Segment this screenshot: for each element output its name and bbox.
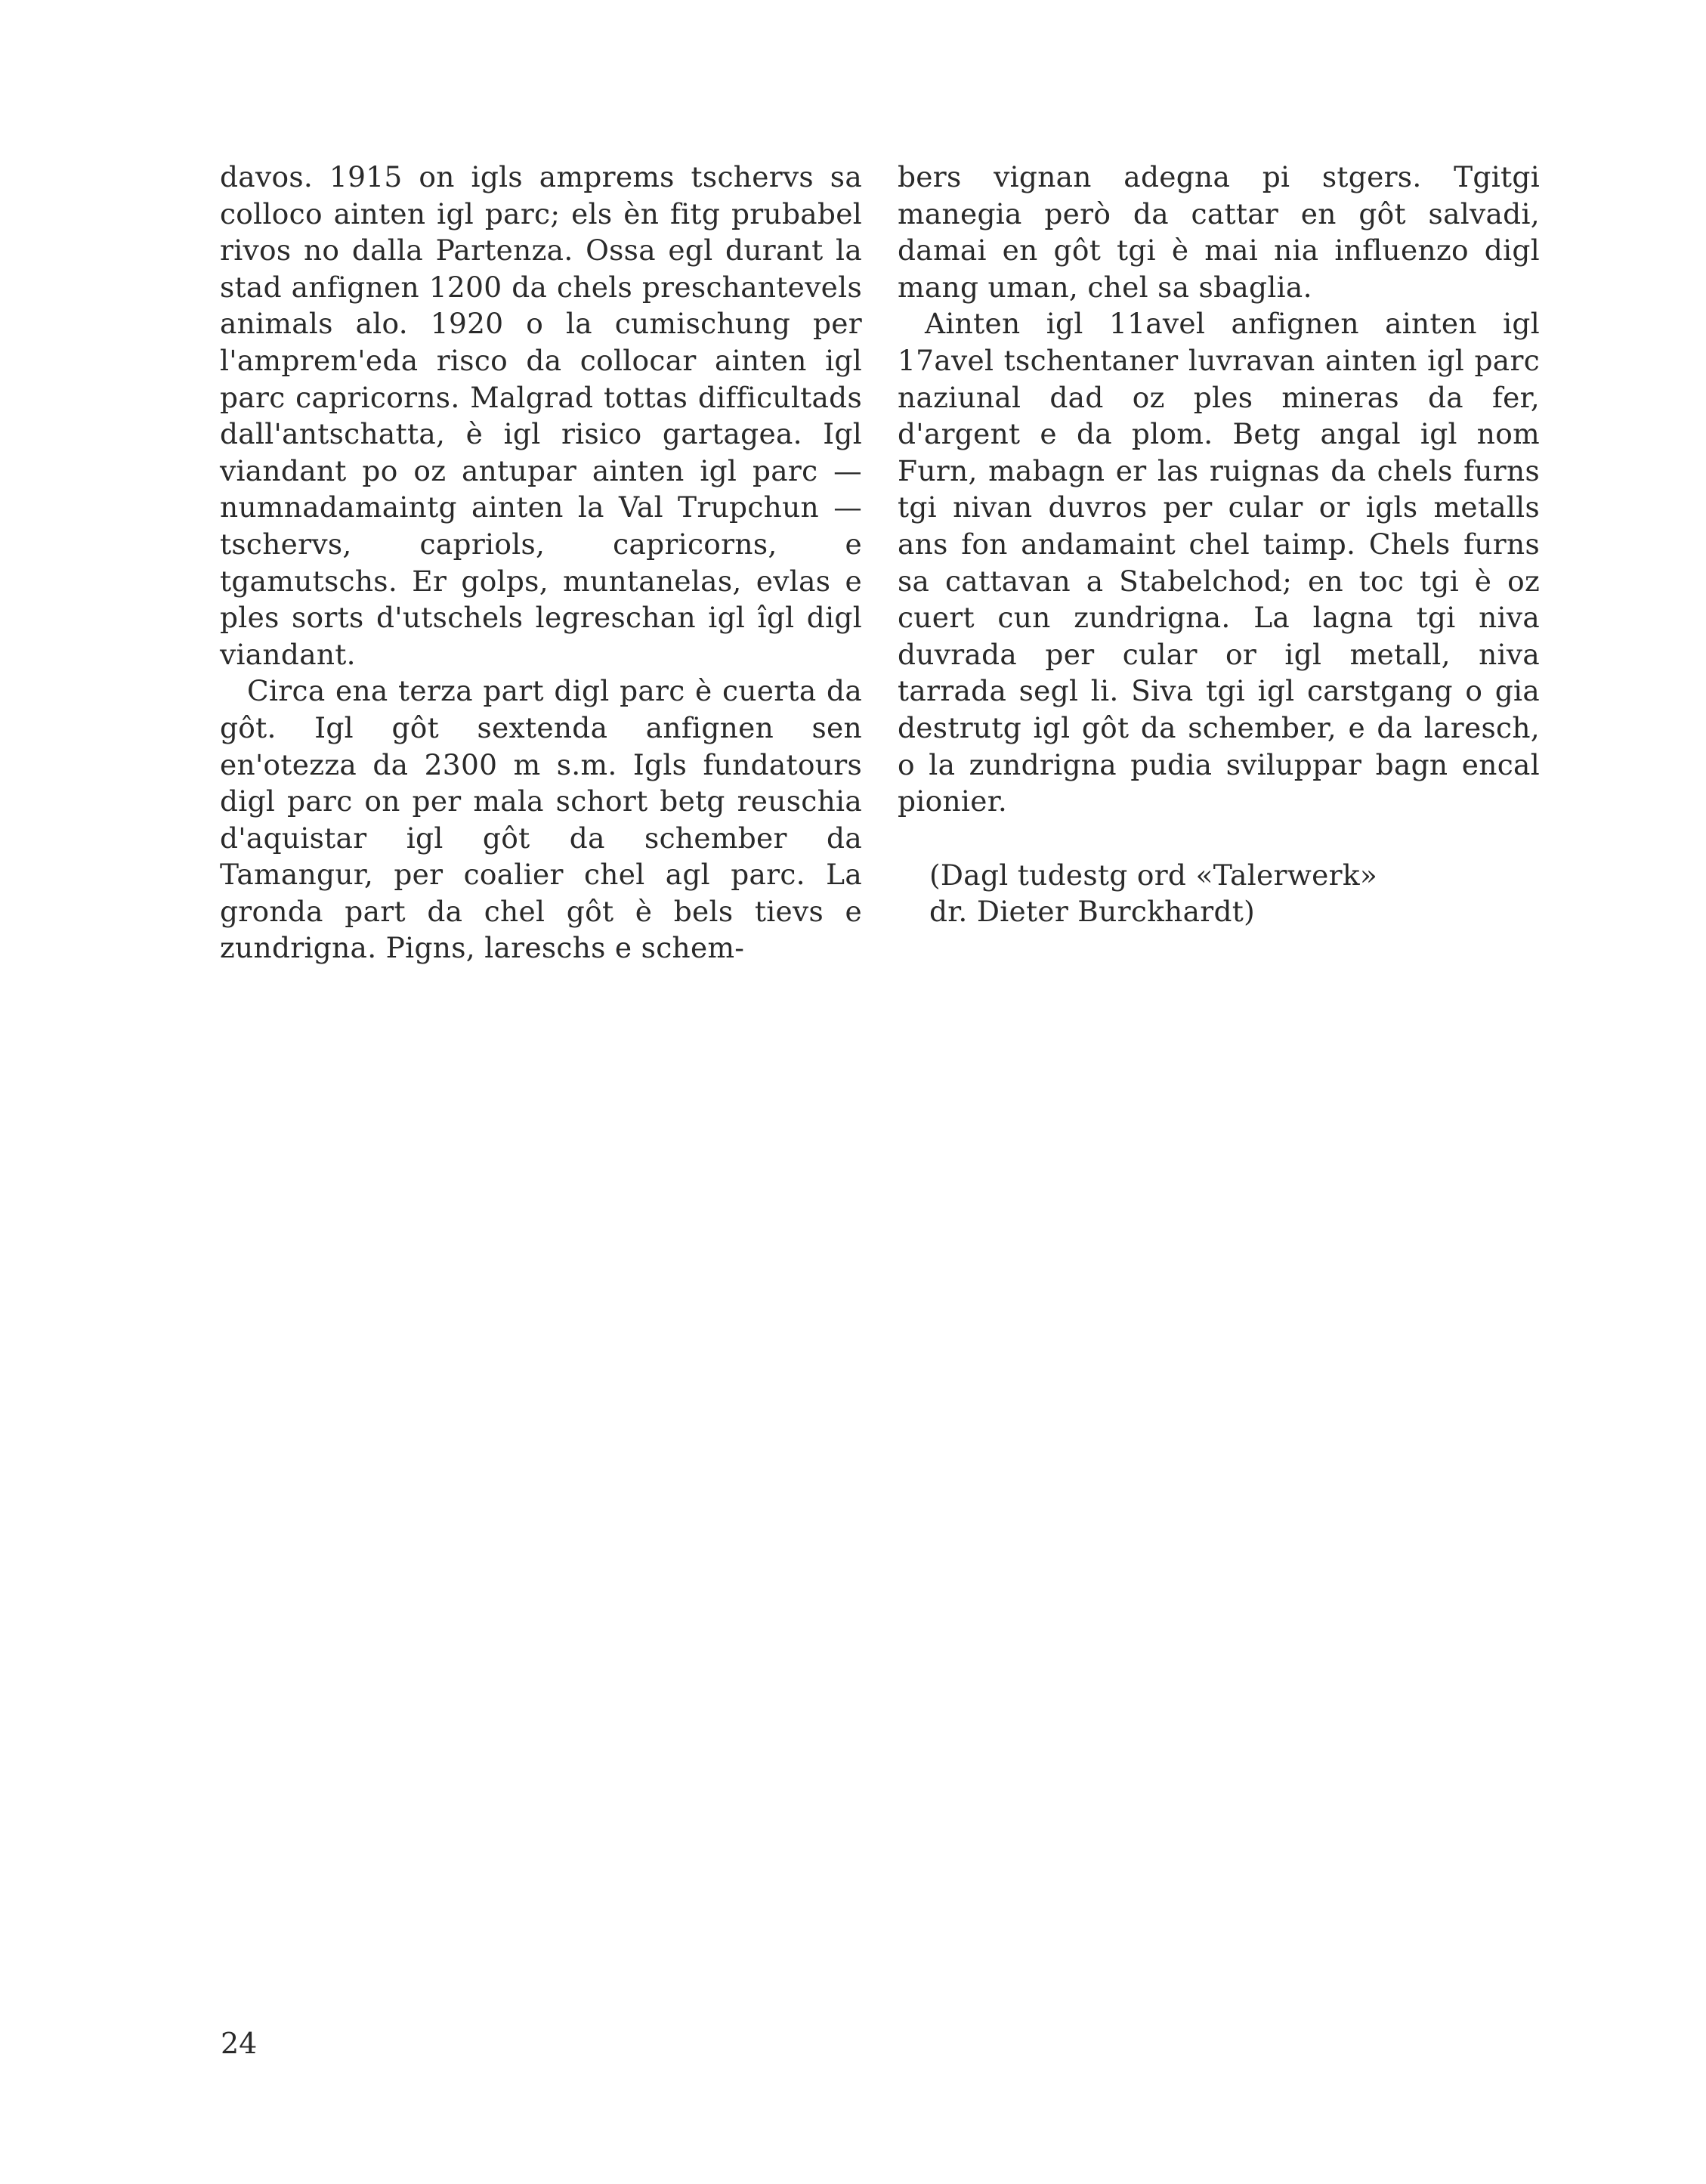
left-column: [220, 159, 862, 967]
page-number: 24: [221, 2027, 258, 2060]
source-author: dr. Dieter Burckhardt): [929, 895, 1256, 929]
source-line: (Dagl tudestg ord «Talerwerk»: [929, 858, 1378, 892]
source-attribution: [898, 857, 1540, 930]
paragraph: bers vignan adegna pi stgers. Tgitgi manegia però da cattar en gôt salvadi, damai en gôt tgi è mai nia influenzo digl mang uman, chel sa sbaglia.: [898, 160, 1540, 304]
right-column: [898, 159, 1540, 930]
paragraph: Ainten igl 11avel anfignen ainten igl 17avel tschentaner luvravan ainten igl parc naziunal dad oz ples mineras da fer, d'argent e da plom. Betg angal igl nom Furn, mabagn er las ruignas da chels furns tgi nivan duvros per cular or igls metalls ans fon andamaint chel taimp. Chels furns sa cattavan a Stabelchod; en toc tgi è oz cuert cun zundrigna. La lagna tgi niva duvrada per cular or igl metall, niva tarrada segl li. Siva tgi igl carstgang o gia destrutg igl gôt da schember, e da laresch, o la zundrigna pudia sviluppar bagn encal pionier.: [898, 307, 1540, 818]
paragraph: davos. 1915 on igls amprems tschervs sa colloco ainten igl parc; els èn fitg prubabel rivos no dalla Partenza. Ossa egl durant la stad anfignen 1200 da chels preschantevels animals alo. 1920 o la cumischung per l'amprem'eda risco da collocar ainten igl parc capricorns. Malgrad tottas difficultads dall'antschatta, è igl risico gartagea. Igl viandant po oz antupar ainten igl parc — numnadamaintg ainten la Val Trupchun — tschervs, capriols, capricorns, e tgamutschs. Er golps, muntanelas, evlas e ples sorts d'utschels legreschan igl îgl digl viandant.: [220, 160, 862, 671]
paragraph: Circa ena terza part digl parc è cuerta da gôt. Igl gôt sextenda anfignen sen en'otezza da 2300 m s.m. Igls fundatours digl parc on per mala schort betg reuschia d'aquistar igl gôt da schember da Tamangur, per coalier chel agl parc. La gronda part da chel gôt è bels tievs e zundrigna. Pigns, lareschs e schem-: [220, 674, 862, 965]
